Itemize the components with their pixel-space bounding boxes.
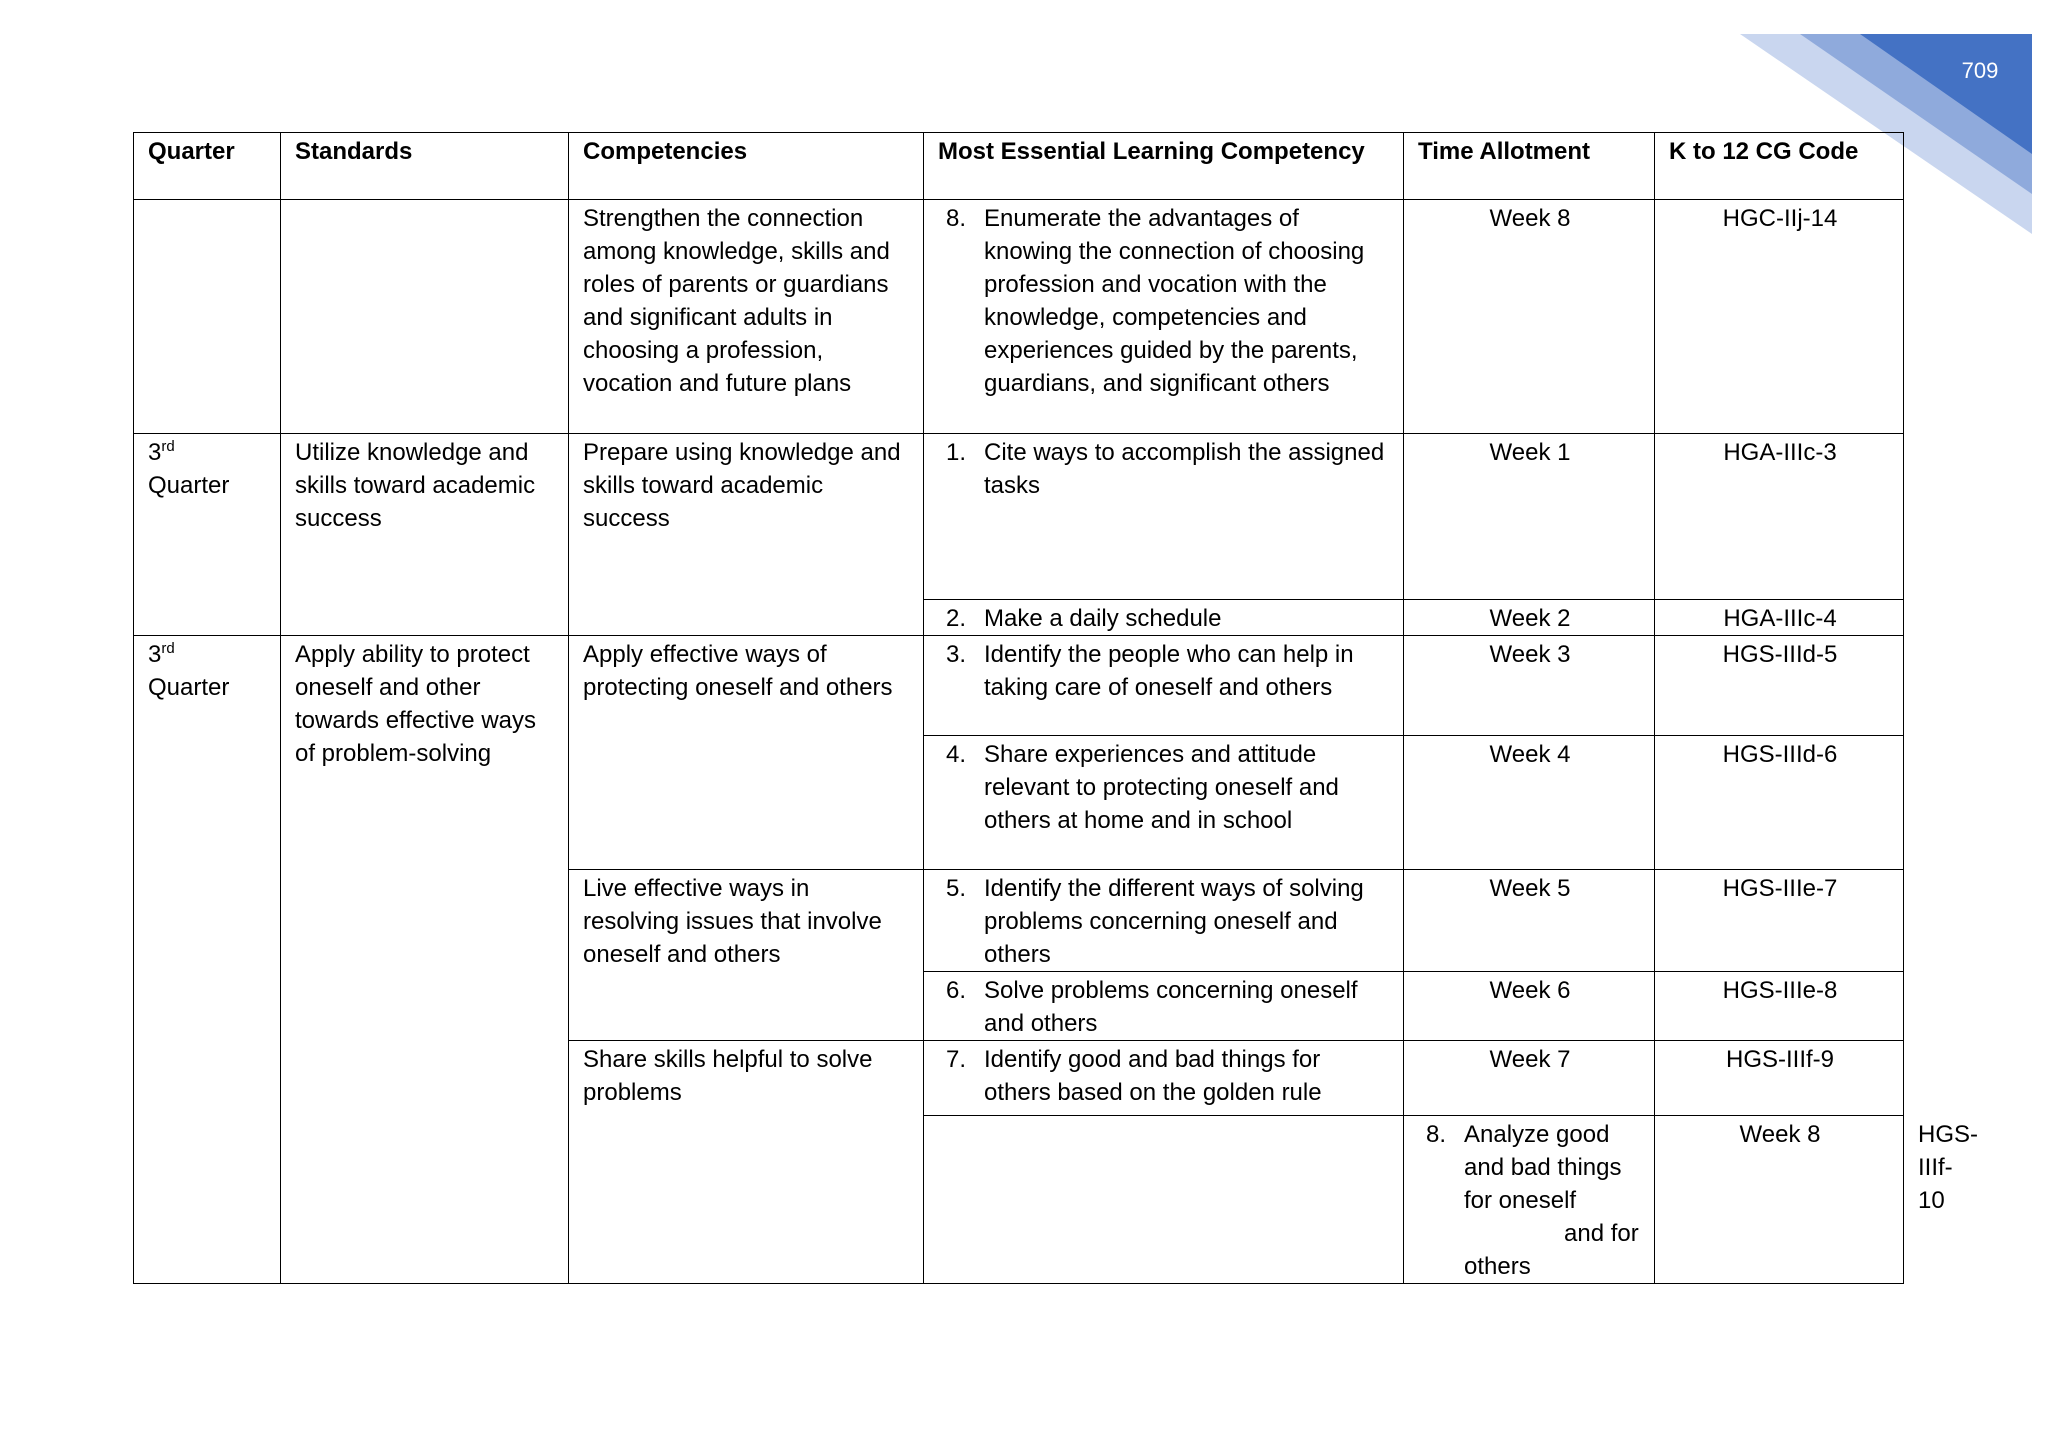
table-header-row bbox=[134, 133, 1904, 200]
melc-number: 1. bbox=[945, 439, 966, 466]
melc-text: Cite ways to accomplish the assigned tasks bbox=[984, 439, 1385, 499]
melc-number: 3. bbox=[945, 641, 966, 668]
quarter-word: Quarter bbox=[148, 674, 230, 701]
quarter-suffix: rd bbox=[161, 640, 175, 657]
header-melc: Most Essential Learning Competency bbox=[924, 133, 1404, 200]
quarter-word: Quarter bbox=[148, 472, 230, 499]
melc-cell bbox=[924, 736, 1404, 870]
competency-cell: Strengthen the connection among knowledge, skills and roles of parents or guardians and significant adults in choosing a profession, vocation and future plans bbox=[569, 200, 924, 434]
competency-cell: Apply effective ways of protecting oneself and others bbox=[569, 636, 924, 870]
code-cell: HGS-IIIe-8 bbox=[1655, 972, 1904, 1041]
header-standards: Standards bbox=[281, 133, 569, 200]
melc-number: 7. bbox=[945, 1046, 966, 1073]
melc-table bbox=[133, 132, 1978, 1284]
week-cell: Week 3 bbox=[1404, 636, 1655, 736]
melc-number: 6. bbox=[945, 977, 966, 1004]
header-quarter: Quarter bbox=[134, 133, 281, 200]
code-cell: HGS-IIId-5 bbox=[1655, 636, 1904, 736]
table-row bbox=[134, 200, 1904, 434]
melc-text: Identify the different ways of solving problems concerning oneself and others bbox=[984, 875, 1364, 968]
melc-cell bbox=[924, 636, 1404, 736]
code-cell: HGS-IIIe-7 bbox=[1655, 870, 1904, 972]
melc-text: Identify the people who can help in taking care of oneself and others bbox=[984, 641, 1354, 701]
code-cell: HGA-IIIc-4 bbox=[1655, 600, 1904, 636]
melc-cell bbox=[924, 600, 1404, 636]
melc-text: Make a daily schedule bbox=[984, 605, 1222, 632]
quarter-cell bbox=[134, 434, 281, 636]
week-cell: Week 1 bbox=[1404, 434, 1655, 600]
week-cell: Week 7 bbox=[1404, 1041, 1655, 1116]
standards-cell-empty bbox=[281, 200, 569, 434]
melc-text: Share experiences and attitude relevant to protecting oneself and others at home and in school bbox=[984, 741, 1339, 834]
competency-cell: Live effective ways in resolving issues that involve oneself and others bbox=[569, 870, 924, 1041]
header-cg-code: K to 12 CG Code bbox=[1655, 133, 1904, 200]
melc-text-continued: and for others bbox=[1464, 1220, 1639, 1280]
melc-text: Enumerate the advantages of knowing the connection of choosing profession and vocation with the knowledge, competencies and experiences guided by the parents, guardians, and significant others bbox=[984, 205, 1365, 397]
page-number: 709 bbox=[1961, 58, 1999, 83]
week-cell: Week 5 bbox=[1404, 870, 1655, 972]
table-row bbox=[134, 636, 1904, 736]
quarter-ordinal: 3 bbox=[148, 641, 162, 668]
week-cell: Week 8 bbox=[1404, 200, 1655, 434]
melc-cell bbox=[924, 1041, 1404, 1116]
header-competencies: Competencies bbox=[569, 133, 924, 200]
week-cell: Week 2 bbox=[1404, 600, 1655, 636]
week-cell: Week 8 bbox=[1655, 1116, 1904, 1284]
melc-number: 2. bbox=[945, 605, 966, 632]
quarter-suffix: rd bbox=[161, 438, 175, 455]
quarter-cell bbox=[134, 636, 281, 1284]
code-cell: HGA-IIIc-3 bbox=[1655, 434, 1904, 600]
week-cell: Week 4 bbox=[1404, 736, 1655, 870]
week-cell: Week 6 bbox=[1404, 972, 1655, 1041]
code-cell: HGS-IIId-6 bbox=[1655, 736, 1904, 870]
melc-text: Analyze good and bad things for oneself bbox=[1464, 1121, 1622, 1214]
melc-cell bbox=[924, 972, 1404, 1041]
melc-cell bbox=[924, 434, 1404, 600]
standards-cell: Utilize knowledge and skills toward academic success bbox=[281, 434, 569, 636]
melc-number: 8. bbox=[1425, 1121, 1446, 1148]
melc-number: 5. bbox=[945, 875, 966, 902]
standards-cell: Apply ability to protect oneself and other towards effective ways of problem-solving bbox=[281, 636, 569, 1284]
code-cell: HGS-IIIf-9 bbox=[1655, 1041, 1904, 1116]
melc-cell bbox=[924, 870, 1404, 972]
melc-text: Identify good and bad things for others based on the golden rule bbox=[984, 1046, 1322, 1106]
table-row bbox=[134, 434, 1904, 600]
melc-cell bbox=[1404, 1116, 1655, 1284]
code-cell: HGC-IIj-14 bbox=[1655, 200, 1904, 434]
table-row: 8. Analyze good and bad things for oneselfand for others Week 8 HGS-IIIf-10 bbox=[134, 1116, 1904, 1284]
melc-number: 8. bbox=[945, 205, 966, 232]
quarter-cell-empty bbox=[924, 1116, 1404, 1284]
competency-cell: Share skills helpful to solve problems bbox=[569, 1041, 924, 1284]
competency-cell: Prepare using knowledge and skills toward academic success bbox=[569, 434, 924, 636]
melc-number: 4. bbox=[945, 741, 966, 768]
quarter-cell-empty bbox=[134, 200, 281, 434]
header-time-allotment: Time Allotment bbox=[1404, 133, 1655, 200]
melc-text: Solve problems concerning oneself and others bbox=[984, 977, 1358, 1037]
quarter-ordinal: 3 bbox=[148, 439, 162, 466]
melc-cell bbox=[924, 200, 1404, 434]
